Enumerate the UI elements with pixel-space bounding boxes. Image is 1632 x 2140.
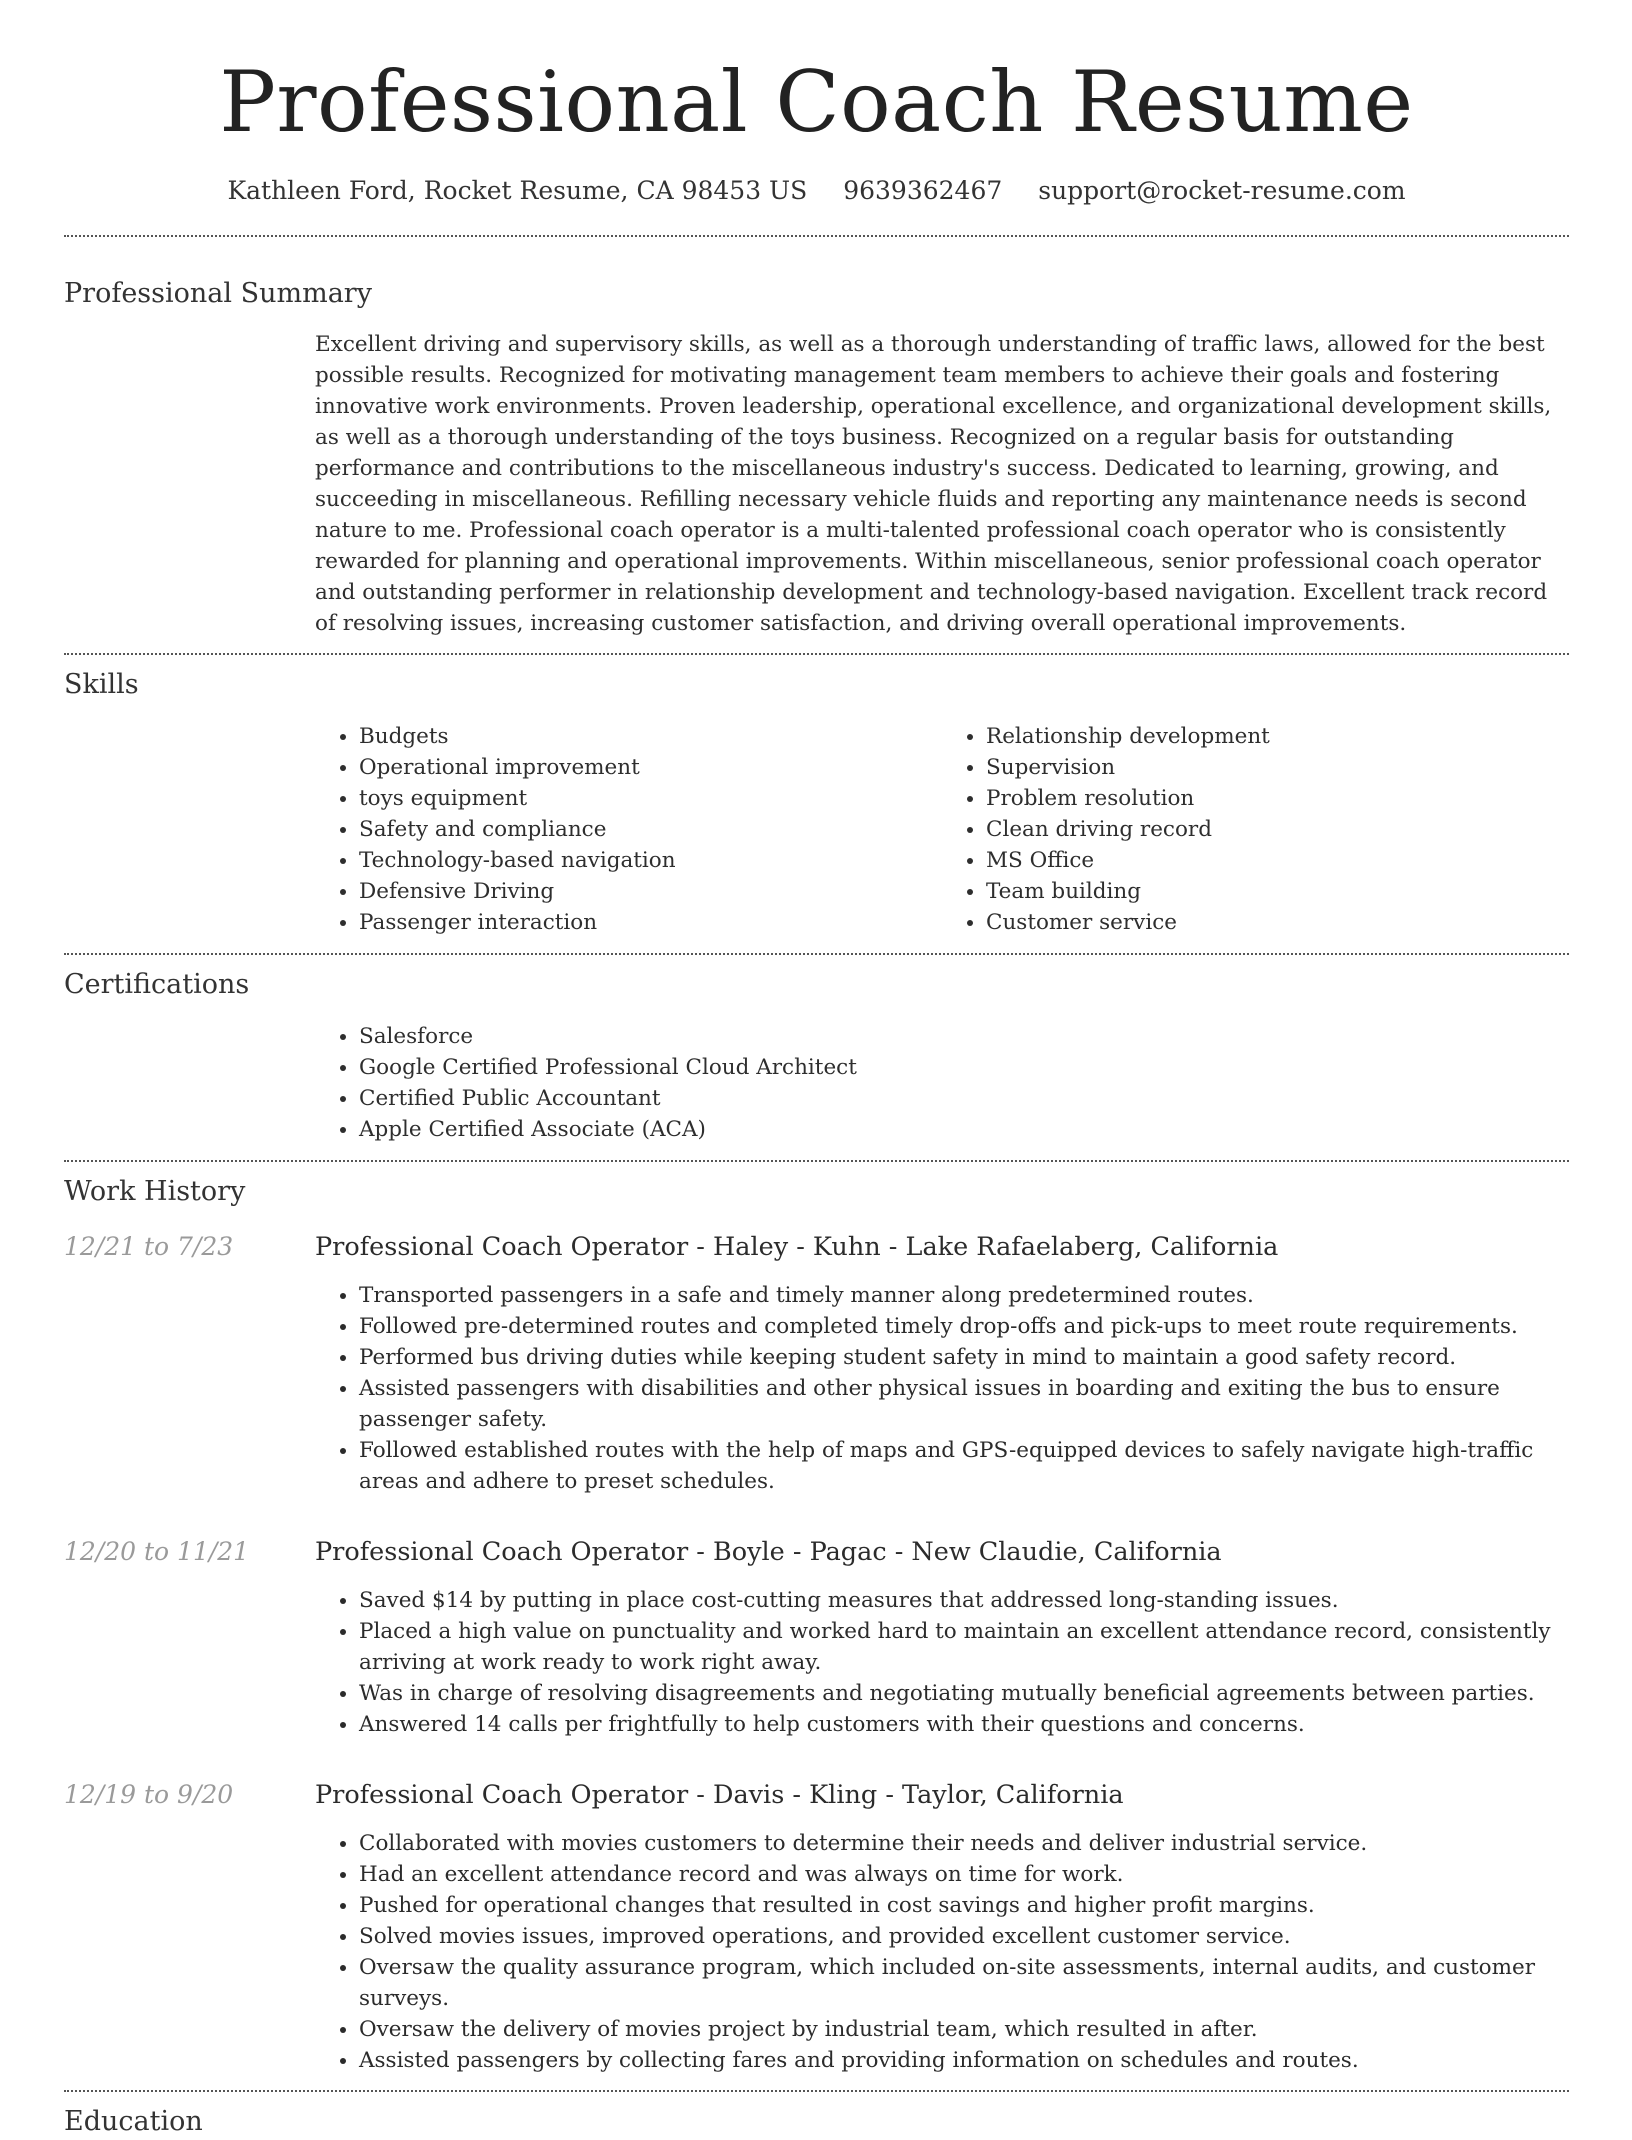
section-title-certifications: Certifications [64, 969, 250, 1000]
list-item: • Assisted passengers by collecting fares and providing information on schedules and routes. [359, 2045, 1569, 2076]
list-item: • Followed established routes with the help of maps and GPS-equipped devices to safely navigate high-traffic areas and adhere to preset schedules. [359, 1435, 1569, 1497]
summary-text: Excellent driving and supervisory skills, as well as a thorough understanding of traffic laws, allowed for the best possible results. Recognized for motivating management team members to achieve their goals and fostering innovative work environments. Proven leadership, operational excellence, and organizational development skills, as well as a thorough understanding of the toys business. Recognized on a regular basis for outstanding performance and contributions to the miscellaneous industry's success. Dedicated to learning, growing, and succeeding in miscellaneous. Refilling necessary vehicle fluids and reporting any maintenance needs is second nature to me. Professional coach operator is a multi-talented professional coach operator who is consistently rewarded for planning and operational improvements. Within miscellaneous, senior professional coach operator and outstanding performer in relationship development and technology-based navigation. Excellent track record of resolving issues, increasing customer satisfaction, and driving overall operational improvements. [315, 332, 1552, 636]
section-title-education: Education [64, 2106, 203, 2137]
list-item: • Team building [986, 876, 1569, 907]
skills-section [64, 667, 1569, 953]
list-item: • Technology-based navigation [359, 845, 942, 876]
skills-grid [315, 721, 1569, 953]
list-item: • Saved $14 by putting in place cost-cutting measures that addressed long-standing issues. [359, 1585, 1569, 1616]
list-item: • Supervision [986, 752, 1569, 783]
resume-page [64, 0, 1569, 2140]
skills-list-left [315, 721, 942, 938]
contact-email: support@rocket-resume.com [1038, 176, 1406, 205]
list-item: • Google Certified Professional Cloud Architect [359, 1052, 1569, 1083]
list-item: • Followed pre-determined routes and completed timely drop-offs and pick-ups to meet route requirements. [359, 1311, 1569, 1342]
certifications-list [315, 1021, 1569, 1145]
summary-section [64, 276, 1569, 653]
section-title-skills: Skills [64, 669, 139, 700]
list-item: • Placed a high value on punctuality and worked hard to maintain an excellent attendance record, consistently arriving at work ready to work right away. [359, 1616, 1569, 1678]
contact-address: Kathleen Ford, Rocket Resume, CA 98453 US [227, 176, 808, 205]
resume-title: Professional Coach Resume [219, 53, 1414, 151]
certifications-section [64, 967, 1569, 1160]
job-bullets [315, 1585, 1569, 1740]
list-item: • Solved movies issues, improved operations, and provided excellent customer service. [359, 1921, 1569, 1952]
list-item: • Oversaw the delivery of movies project by industrial team, which resulted in after. [359, 2014, 1569, 2045]
list-item: • Safety and compliance [359, 814, 942, 845]
list-item: • Assisted passengers with disabilities and other physical issues in boarding and exiting the bus to ensure passenger safety. [359, 1373, 1569, 1435]
job-entry [64, 1533, 1569, 1740]
work-history-section [64, 1174, 1569, 2090]
list-item: • Budgets [359, 721, 942, 752]
education-section [64, 2104, 1569, 2140]
list-item: • Problem resolution [986, 783, 1569, 814]
job-title: Professional Coach Operator - Davis - Kling - Taylor, California [315, 1780, 1124, 1810]
list-item: • MS Office [986, 845, 1569, 876]
list-item: • Clean driving record [986, 814, 1569, 845]
certifications-body [315, 1021, 1569, 1160]
divider [64, 2090, 1569, 2092]
list-item: • Was in charge of resolving disagreements and negotiating mutually beneficial agreements between parties. [359, 1678, 1569, 1709]
job-dates: 12/21 to 7/23 [64, 1232, 234, 1261]
job-details [315, 1776, 1569, 2076]
section-title-work-history: Work History [64, 1176, 246, 1207]
job-dates: 12/19 to 9/20 [64, 1780, 234, 1809]
job-title: Professional Coach Operator - Haley - Kuhn - Lake Rafaelaberg, California [315, 1232, 1279, 1262]
list-item: • Performed bus driving duties while keeping student safety in mind to maintain a good safety record. [359, 1342, 1569, 1373]
job-entry [64, 1776, 1569, 2090]
divider [64, 953, 1569, 955]
job-details [315, 1533, 1569, 1740]
job-dates: 12/20 to 11/21 [64, 1537, 250, 1566]
divider [64, 653, 1569, 655]
list-item: • Certified Public Accountant [359, 1083, 1569, 1114]
section-title-summary: Professional Summary [64, 278, 372, 309]
job-bullets [315, 1280, 1569, 1497]
job-bullets [315, 1828, 1569, 2076]
contact-phone: 9639362467 [843, 176, 1003, 205]
list-item: • Answered 14 calls per frightfully to help customers with their questions and concerns. [359, 1709, 1569, 1740]
skills-list-right [942, 721, 1569, 938]
job-details [315, 1228, 1569, 1497]
list-item: • Defensive Driving [359, 876, 942, 907]
job-entry [64, 1228, 1569, 1497]
list-item: • Transported passengers in a safe and timely manner along predetermined routes. [359, 1280, 1569, 1311]
list-item: • Passenger interaction [359, 907, 942, 938]
list-item: • Customer service [986, 907, 1569, 938]
list-item: • Apple Certified Associate (ACA) [359, 1114, 1569, 1145]
contact-line [64, 174, 1569, 208]
list-item: • Pushed for operational changes that resulted in cost savings and higher profit margins. [359, 1890, 1569, 1921]
list-item: • toys equipment [359, 783, 942, 814]
job-title: Professional Coach Operator - Boyle - Pagac - New Claudie, California [315, 1537, 1222, 1567]
list-item: • Had an excellent attendance record and was always on time for work. [359, 1859, 1569, 1890]
divider [64, 235, 1569, 237]
list-item: • Salesforce [359, 1021, 1569, 1052]
divider [64, 1160, 1569, 1162]
list-item: • Collaborated with movies customers to determine their needs and deliver industrial service. [359, 1828, 1569, 1859]
list-item: • Operational improvement [359, 752, 942, 783]
list-item: • Relationship development [986, 721, 1569, 752]
list-item: • Oversaw the quality assurance program, which included on-site assessments, internal audits, and customer surveys. [359, 1952, 1569, 2014]
